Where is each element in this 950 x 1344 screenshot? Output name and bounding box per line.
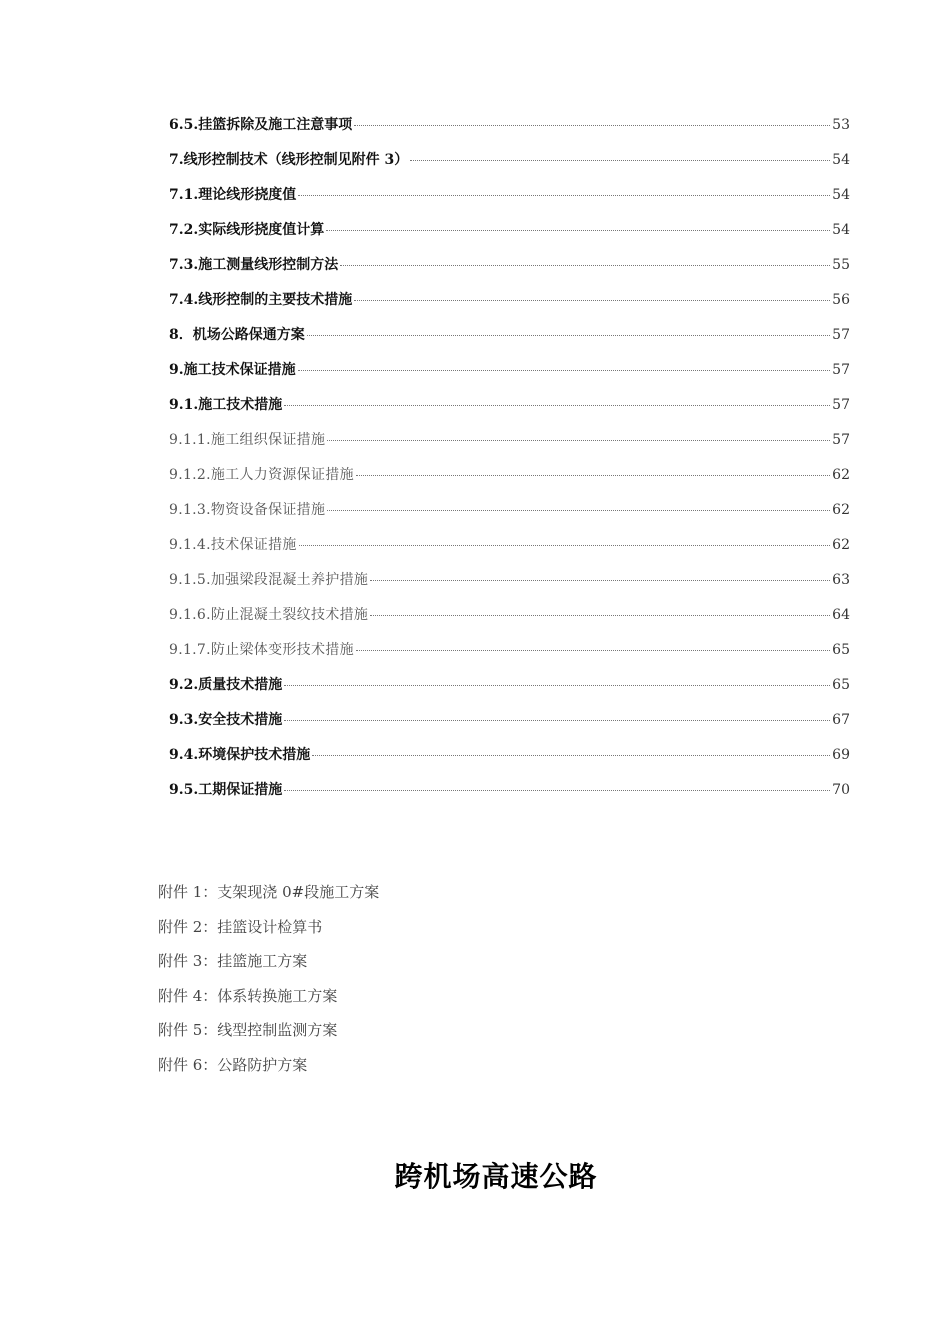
toc-entry[interactable] xyxy=(169,464,850,499)
toc-entry[interactable] xyxy=(169,779,850,814)
cover-title: 跨机场高速公路 xyxy=(394,1160,598,1193)
toc-leader-dots xyxy=(284,719,830,721)
toc-entry[interactable] xyxy=(169,639,850,674)
toc-entry-page: 54 xyxy=(832,222,850,238)
toc-entry-label: 9.施工技术保证措施 xyxy=(169,362,296,378)
toc-leader-dots xyxy=(284,684,830,686)
toc-leader-dots xyxy=(354,124,830,126)
toc-entry[interactable] xyxy=(169,674,850,709)
toc-entry-label: 8．机场公路保通方案 xyxy=(169,327,305,343)
toc-entry-page: 53 xyxy=(832,117,850,133)
toc-entry[interactable] xyxy=(169,709,850,744)
toc-leader-dots xyxy=(298,369,831,371)
toc-entry-page: 62 xyxy=(832,502,850,518)
toc-leader-dots xyxy=(327,509,830,511)
toc-entry[interactable] xyxy=(169,254,850,289)
toc-entry-page: 62 xyxy=(832,467,850,483)
toc-entry-label: 7.2.实际线形挠度值计算 xyxy=(169,222,325,238)
toc-entry[interactable] xyxy=(169,289,850,324)
toc-leader-dots xyxy=(312,754,830,756)
toc-entry-page: 62 xyxy=(832,537,850,553)
toc-entry-label: 7.线形控制技术（线形控制见附件 3） xyxy=(169,152,409,168)
attachment-item: 附件 2：挂篮设计检算书 xyxy=(158,917,323,936)
toc-leader-dots xyxy=(284,789,830,791)
toc-entry[interactable] xyxy=(169,569,850,604)
toc-entry[interactable] xyxy=(169,429,850,464)
attachment-item: 附件 4：体系转换施工方案 xyxy=(158,986,338,1005)
toc-entry-page: 54 xyxy=(832,187,850,203)
toc-leader-dots xyxy=(370,614,830,616)
toc-entry[interactable] xyxy=(169,499,850,534)
toc-entry-label: 9.1.1.施工组织保证措施 xyxy=(169,432,326,448)
toc-leader-dots xyxy=(284,404,830,406)
toc-entry[interactable] xyxy=(169,534,850,569)
toc-entry[interactable] xyxy=(169,604,850,639)
toc-entry-label: 9.2.质量技术措施 xyxy=(169,677,283,693)
toc-entry-label: 7.4.线形控制的主要技术措施 xyxy=(169,292,353,308)
toc-leader-dots xyxy=(410,159,830,161)
toc-entry-label: 9.1.5.加强梁段混凝土养护措施 xyxy=(169,572,369,588)
toc-entry-label: 9.1.2.施工人力资源保证措施 xyxy=(169,467,354,483)
toc-entry[interactable] xyxy=(169,114,850,149)
toc-leader-dots xyxy=(299,544,831,546)
toc-entry-page: 64 xyxy=(832,607,850,623)
attachment-item: 附件 6：公路防护方案 xyxy=(158,1055,308,1074)
toc-entry-label: 7.1.理论线形挠度值 xyxy=(169,187,297,203)
toc-leader-dots xyxy=(354,299,830,301)
toc-entry-label: 9.1.6.防止混凝土裂纹技术措施 xyxy=(169,607,369,623)
toc-leader-dots xyxy=(327,439,830,441)
toc-entry[interactable] xyxy=(169,184,850,219)
toc-leader-dots xyxy=(356,474,830,476)
toc-entry-label: 9.1.3.物资设备保证措施 xyxy=(169,502,326,518)
toc-entry-label: 6.5.挂篮拆除及施工注意事项 xyxy=(169,117,353,133)
toc-entry[interactable] xyxy=(169,394,850,429)
toc-entry-page: 57 xyxy=(832,362,850,378)
toc-entry-label: 9.4.环境保护技术措施 xyxy=(169,747,311,763)
toc-entry[interactable] xyxy=(169,359,850,394)
table-of-contents xyxy=(169,114,850,814)
toc-entry-page: 55 xyxy=(832,257,850,273)
toc-entry[interactable] xyxy=(169,219,850,254)
toc-entry-label: 9.3.安全技术措施 xyxy=(169,712,283,728)
toc-entry[interactable] xyxy=(169,149,850,184)
toc-leader-dots xyxy=(298,194,830,196)
toc-entry-page: 57 xyxy=(832,327,850,343)
toc-entry-label: 9.1.施工技术措施 xyxy=(169,397,283,413)
toc-entry-page: 69 xyxy=(832,747,850,763)
toc-entry-page: 65 xyxy=(832,642,850,658)
toc-entry-label: 9.1.7.防止梁体变形技术措施 xyxy=(169,642,354,658)
toc-leader-dots xyxy=(326,229,830,231)
toc-entry-label: 9.5.工期保证措施 xyxy=(169,782,283,798)
toc-entry-page: 65 xyxy=(832,677,850,693)
toc-entry-label: 7.3.施工测量线形控制方法 xyxy=(169,257,339,273)
toc-leader-dots xyxy=(340,264,830,266)
toc-leader-dots xyxy=(370,579,830,581)
toc-entry-page: 54 xyxy=(832,152,850,168)
toc-entry-label: 9.1.4.技术保证措施 xyxy=(169,537,297,553)
toc-entry[interactable] xyxy=(169,324,850,359)
toc-leader-dots xyxy=(307,334,830,336)
attachment-item: 附件 1：支架现浇 0#段施工方案 xyxy=(158,883,380,901)
toc-entry-page: 67 xyxy=(832,712,850,728)
toc-entry-page: 57 xyxy=(832,397,850,413)
toc-leader-dots xyxy=(356,649,830,651)
toc-entry-page: 57 xyxy=(832,432,850,448)
attachment-item: 附件 5：线型控制监测方案 xyxy=(158,1021,338,1039)
attachment-list xyxy=(158,880,379,1087)
toc-entry-page: 63 xyxy=(832,572,850,588)
attachment-item: 附件 3：挂篮施工方案 xyxy=(158,952,308,970)
toc-entry-page: 70 xyxy=(832,782,850,798)
toc-entry[interactable] xyxy=(169,744,850,779)
toc-entry-page: 56 xyxy=(832,292,850,308)
